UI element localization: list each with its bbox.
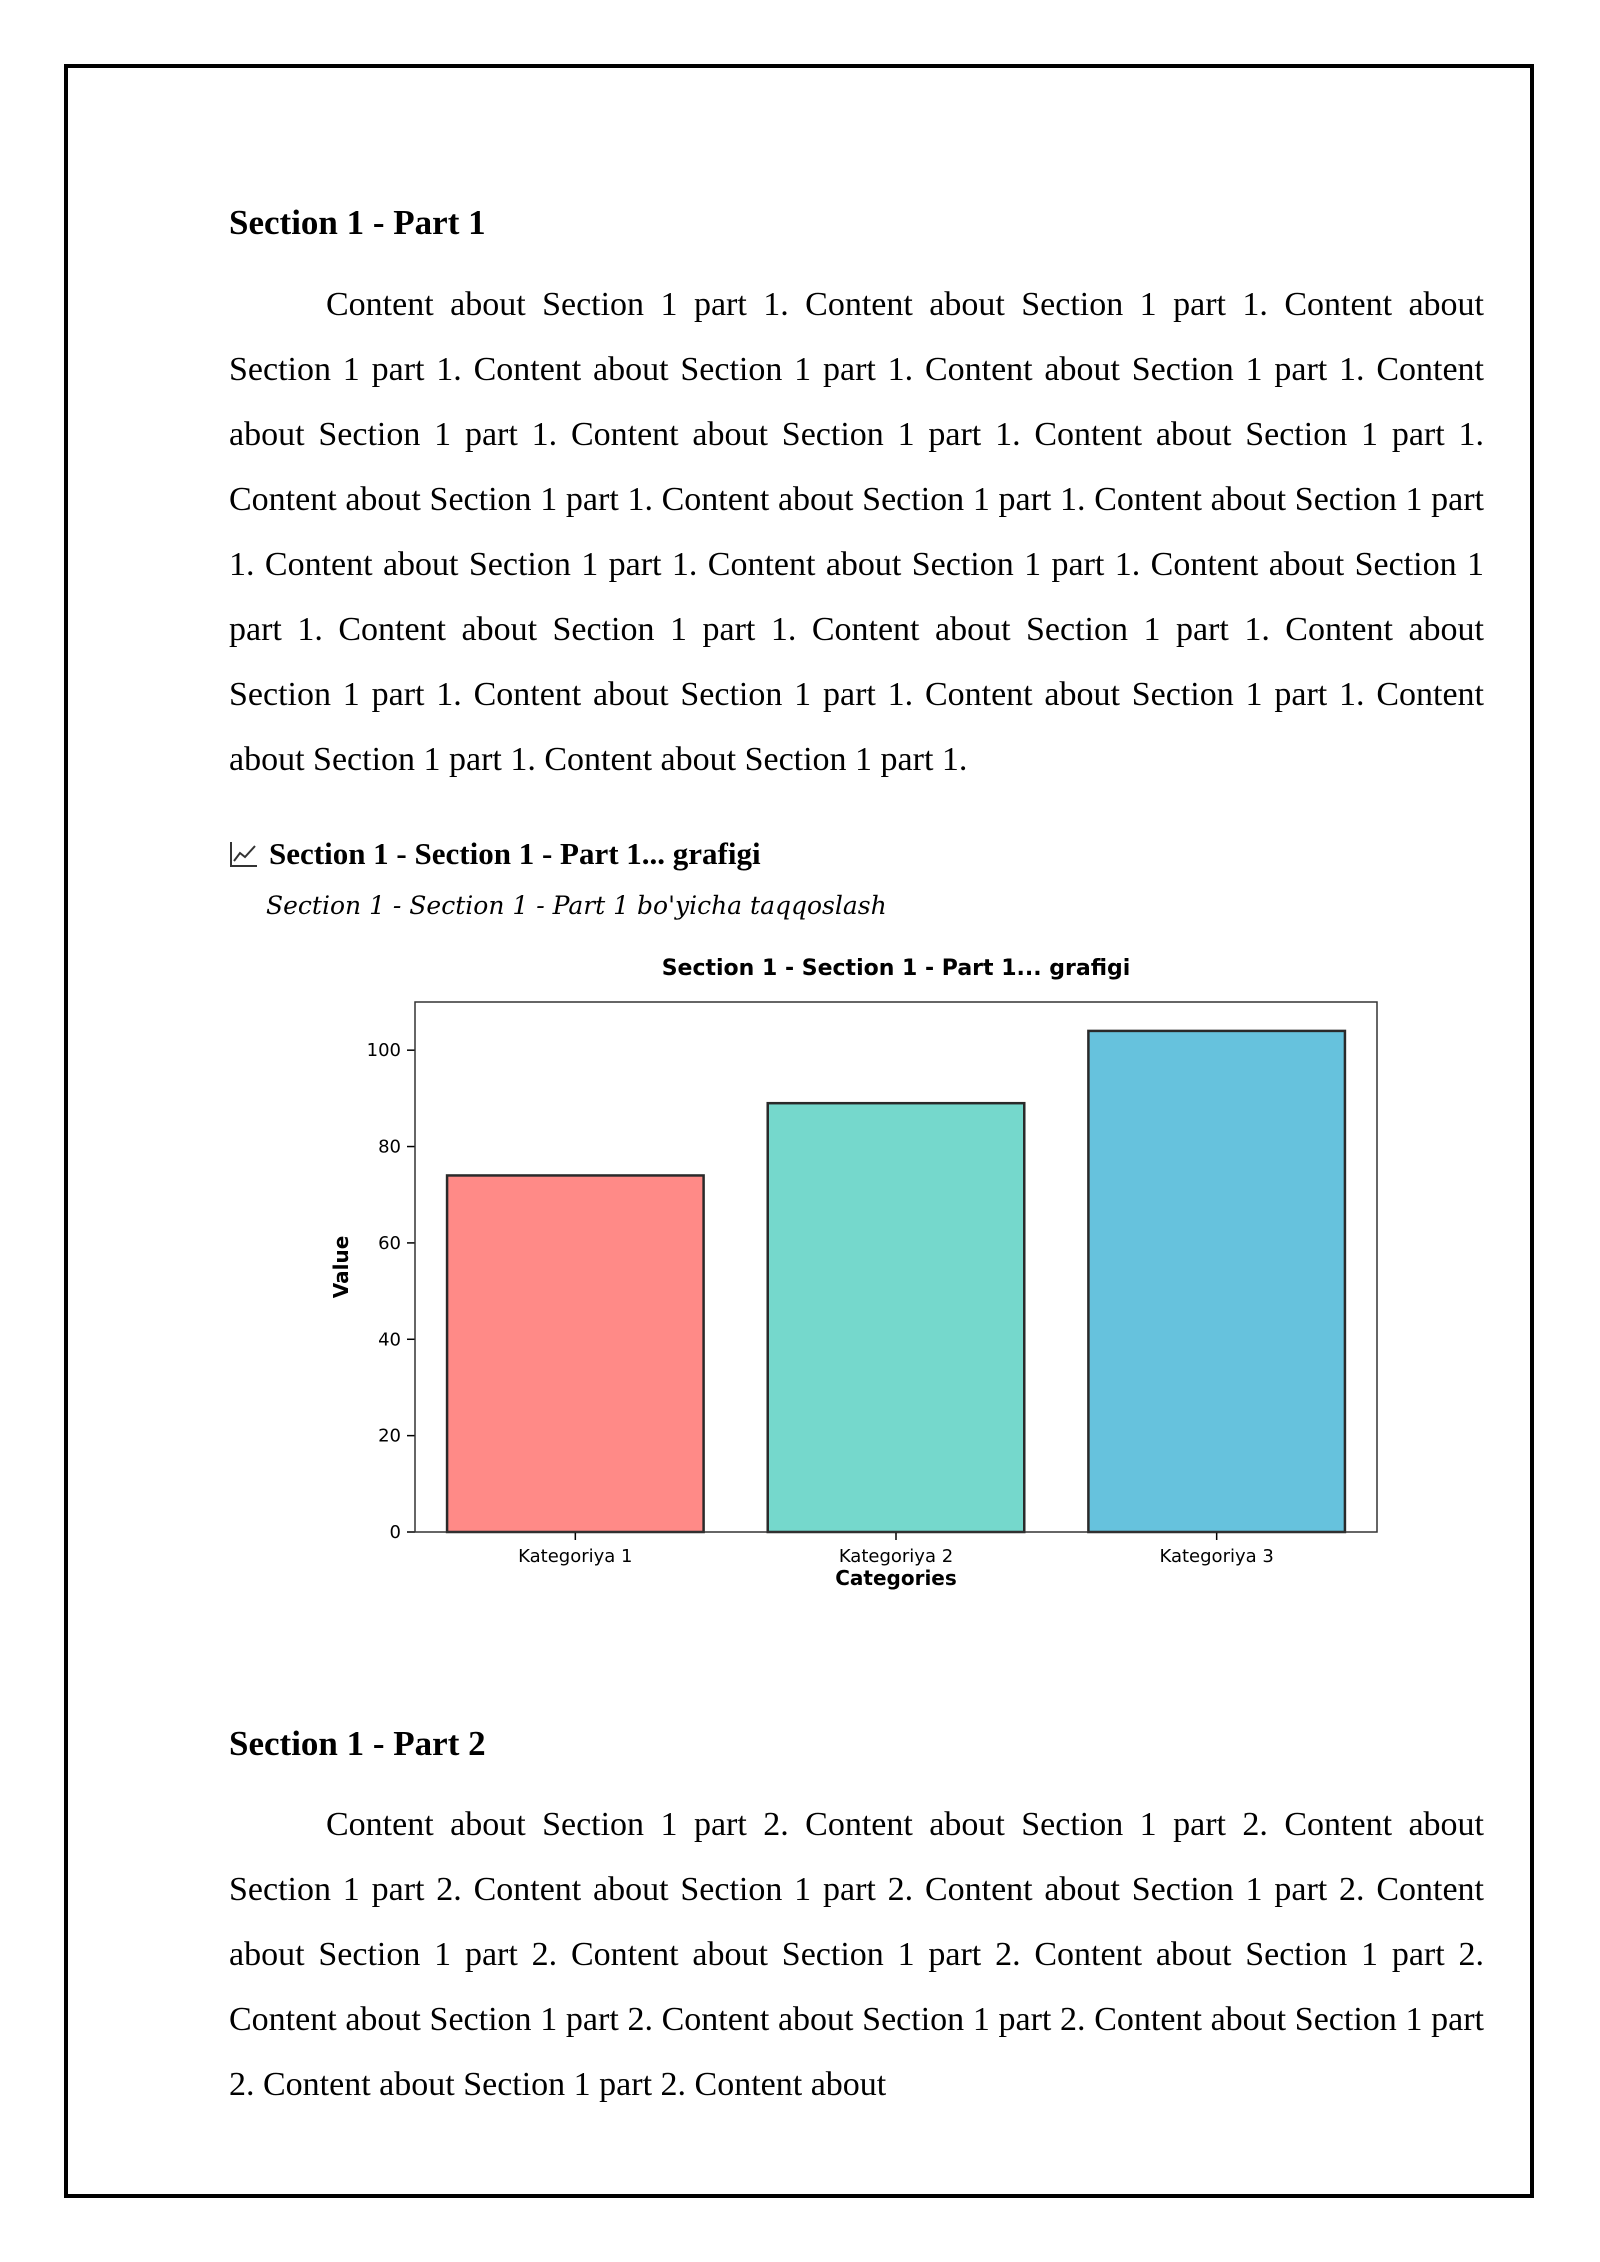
- section-paragraph-part-1: Content about Section 1 part 1. Content about Section 1 part 1. Content about Section 1 part 1. Content about Section 1 part 1. Content about Section 1 part 1. Content about Section 1 part 1. Content about Section 1 part 1. Content about Section 1 part 1. Content about Section 1 part 1. Content about Section 1 part 1. Content about Section 1 part 1. Content about Section 1 part 1. Content about Section 1 part 1. Content about Section 1 part 1. Content about Section 1 part 1. Content about Section 1 part 1. Content about Section 1 part 1. Content about Section 1 part 1. Content about Section 1 part 1. Content about Section 1 part 1. Content about Section 1 part 1.: [229, 286, 1484, 778]
- chart-x-axis-label: Categories: [835, 1566, 957, 1590]
- bar: [447, 1175, 704, 1532]
- chart-plot-area: [367, 1002, 1377, 1567]
- y-tick-label: 60: [378, 1232, 401, 1254]
- x-tick-label: Kategoriya 3: [1159, 1546, 1274, 1567]
- bar-chart-svg: [320, 945, 1420, 1605]
- y-tick-label: 80: [378, 1136, 401, 1158]
- bar-chart: [320, 945, 1420, 1605]
- section-heading-part-1: Section 1 - Part 1: [229, 203, 486, 242]
- line-chart-icon: [229, 840, 259, 868]
- section-heading-part-2: Section 1 - Part 2: [229, 1724, 486, 1763]
- section-paragraph-part-2: Content about Section 1 part 2. Content about Section 1 part 2. Content about Section 1 part 2. Content about Section 1 part 2. Content about Section 1 part 2. Content about Section 1 part 2. Content about Section 1 part 2. Content about Section 1 part 2. Content about Section 1 part 2. Content about Section 1 part 2. Content about Section 1 part 2. Content about Section 1 part 2. Content about: [229, 1806, 1484, 2103]
- chart-title: Section 1 - Section 1 - Part 1... grafigi: [661, 956, 1131, 981]
- y-tick-label: 20: [378, 1425, 401, 1447]
- chart-heading-text: Section 1 - Section 1 - Part 1... grafigi: [269, 836, 761, 871]
- chart-y-axis-label: Value: [329, 1235, 353, 1299]
- chart-heading: [229, 834, 761, 874]
- y-tick-label: 100: [366, 1040, 401, 1062]
- x-tick-label: Kategoriya 1: [518, 1546, 633, 1567]
- chart-subtitle: Section 1 - Section 1 - Part 1 bo'yicha taqqoslash: [266, 891, 887, 920]
- bar: [1088, 1031, 1345, 1532]
- y-tick-label: 40: [378, 1329, 401, 1351]
- y-tick-label: 0: [389, 1522, 401, 1543]
- bar: [768, 1103, 1025, 1532]
- x-tick-label: Kategoriya 2: [838, 1546, 954, 1567]
